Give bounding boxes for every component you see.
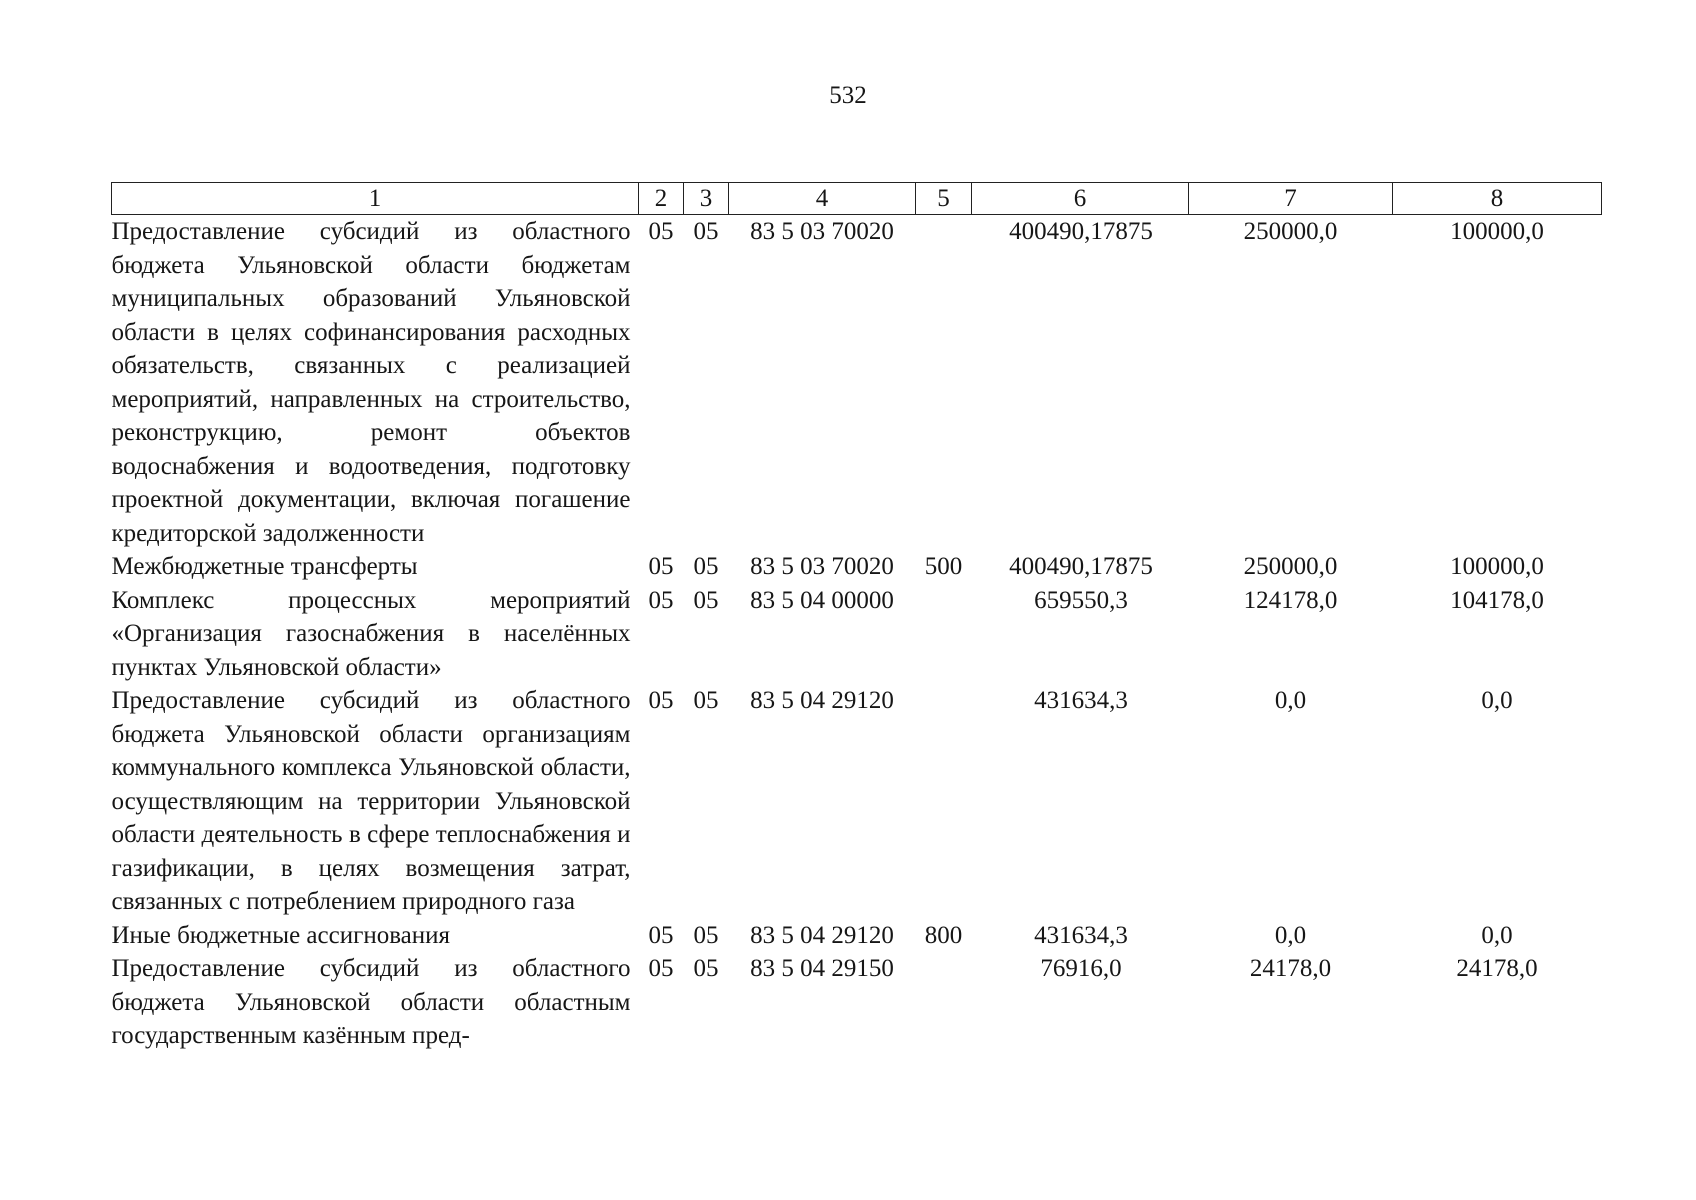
column-header-5: 5 <box>916 183 972 215</box>
row-description: Предоставление субсидий из областного бюджета Ульяновской области бюджетам муниципальных образований Ульяновской области в целях софинансирования расходных обязательств, связанных с реализацией мероприятий, направленных на строительство, реконструкцию, ремонт объектов водоснабжения и водоотведения, подготовку проектной документации, включая погашение кредиторской задолженности <box>111 218 631 547</box>
row-section: 05 <box>648 586 674 614</box>
column-header-3: 3 <box>684 183 729 215</box>
row-amount-8: 24178,0 <box>1456 955 1538 982</box>
row-subsection: 05 <box>693 921 719 949</box>
table-row <box>112 684 1602 919</box>
table-row <box>112 919 1602 953</box>
column-header-8: 8 <box>1393 183 1602 215</box>
table-row <box>112 952 1602 1053</box>
row-amount-7: 0,0 <box>1274 921 1307 949</box>
row-expense-type <box>916 952 972 1053</box>
column-header-2: 2 <box>639 183 684 215</box>
table-header-row <box>112 183 1602 215</box>
budget-table <box>111 182 1602 1053</box>
row-expense-type: 500 <box>924 553 963 580</box>
row-expense-type <box>916 684 972 919</box>
row-section: 05 <box>648 921 674 949</box>
row-amount-6: 431634,3 <box>1034 687 1128 714</box>
row-target-code: 83 5 04 00000 <box>750 586 894 614</box>
row-section: 05 <box>648 687 674 714</box>
row-description: Межбюджетные трансферты <box>111 553 418 580</box>
row-section: 05 <box>648 955 674 982</box>
row-amount-7: 250000,0 <box>1243 218 1338 245</box>
row-amount-6: 659550,3 <box>1034 586 1128 614</box>
row-amount-7: 0,0 <box>1274 687 1307 714</box>
table-row <box>112 550 1602 584</box>
row-target-code: 83 5 04 29120 <box>750 921 894 949</box>
row-amount-6: 400490,17875 <box>1009 218 1153 245</box>
row-subsection: 05 <box>693 687 719 714</box>
row-amount-8: 100000,0 <box>1450 553 1544 580</box>
row-expense-type <box>916 215 972 551</box>
row-section: 05 <box>648 553 674 580</box>
row-description: Иные бюджетные ассигнования <box>111 921 451 949</box>
row-expense-type: 800 <box>924 921 963 949</box>
row-target-code: 83 5 03 70020 <box>750 553 894 580</box>
row-amount-6: 431634,3 <box>1034 921 1128 949</box>
row-expense-type <box>916 584 972 685</box>
row-subsection: 05 <box>693 218 719 245</box>
row-description: Предоставление субсидий из областного бюджета Ульяновской области организациям коммунального комплекса Ульяновской области, осуществляющим на территории Ульяновской области деятельность в сфере теплоснабжения и газификации, в целях возмещения затрат, связанных с потреблением природного газа <box>111 687 631 915</box>
column-header-7: 7 <box>1189 183 1393 215</box>
row-amount-8: 104178,0 <box>1450 586 1544 614</box>
row-subsection: 05 <box>693 553 719 580</box>
row-subsection: 05 <box>693 955 719 982</box>
row-subsection: 05 <box>693 586 719 614</box>
row-amount-6: 76916,0 <box>1040 955 1122 982</box>
row-description: Предоставление субсидий из областного бюджета Ульяновской области областным государственным казённым пред- <box>111 955 631 1049</box>
row-amount-7: 124178,0 <box>1243 586 1338 614</box>
table-row <box>112 215 1602 551</box>
row-amount-6: 400490,17875 <box>1009 553 1153 580</box>
row-amount-8: 0,0 <box>1481 921 1513 949</box>
row-amount-7: 24178,0 <box>1249 955 1332 982</box>
column-header-1: 1 <box>112 183 639 215</box>
page-number: 532 <box>829 82 867 109</box>
row-target-code: 83 5 04 29150 <box>750 955 894 982</box>
row-description: Комплекс процессных мероприятий «Организация газоснабжения в населённых пунктах Ульяновской области» <box>111 586 631 681</box>
column-header-4: 4 <box>729 183 916 215</box>
column-header-6: 6 <box>972 183 1189 215</box>
row-target-code: 83 5 04 29120 <box>750 687 894 714</box>
row-amount-7: 250000,0 <box>1243 553 1338 580</box>
table-row <box>112 584 1602 685</box>
row-amount-8: 100000,0 <box>1450 218 1544 245</box>
row-target-code: 83 5 03 70020 <box>750 218 894 245</box>
row-section: 05 <box>648 218 674 245</box>
row-amount-8: 0,0 <box>1481 687 1513 714</box>
